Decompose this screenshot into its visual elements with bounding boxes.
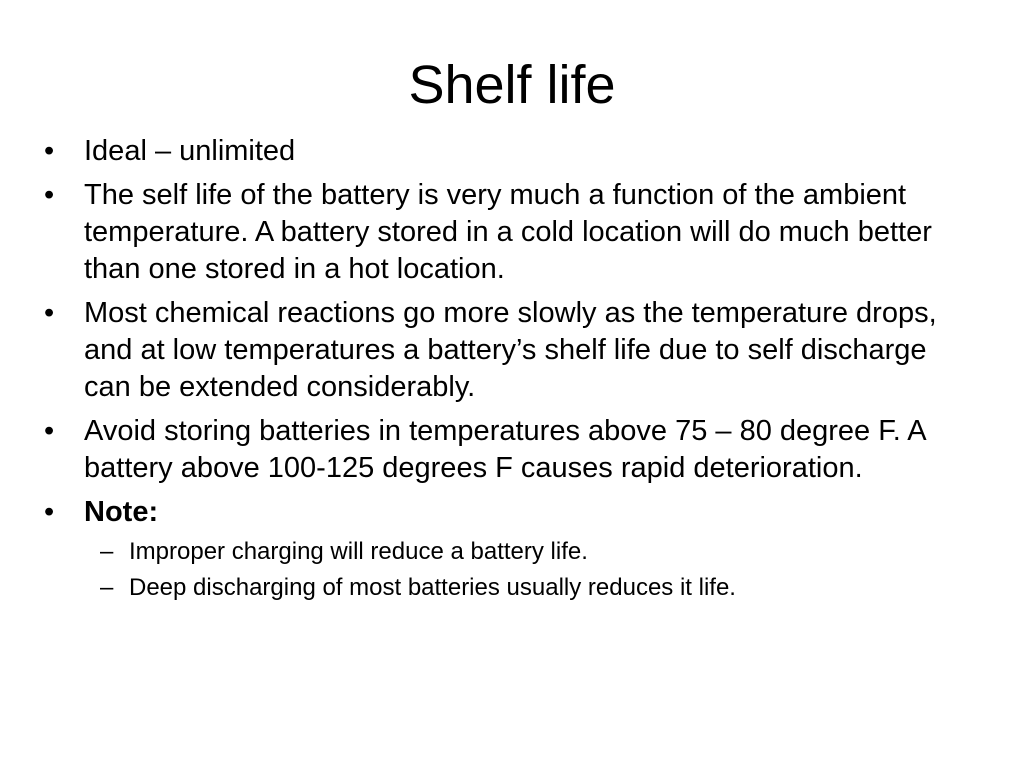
note-heading: Note: (84, 496, 159, 528)
bullet-marker: • (44, 297, 55, 329)
sub-bullet-text: Deep discharging of most batteries usually reduces it life. (129, 574, 736, 601)
sub-bullet-list (84, 537, 944, 603)
bullet-text: The self life of the battery is very much a function of the ambient temperature. A battery stored in a cold location will do much better than one stored in a hot location. (84, 179, 932, 285)
bullet-item (44, 295, 944, 406)
sub-bullet-marker: – (100, 538, 114, 565)
bullet-item (44, 177, 944, 288)
sub-bullet-item (84, 573, 944, 603)
bullet-text: Most chemical reactions go more slowly as the temperature drops, and at low temperatures a battery’s shelf life due to self discharge can be extended considerably. (84, 297, 937, 403)
sub-bullet-item (84, 537, 944, 567)
sub-bullet-marker: – (100, 574, 114, 601)
sub-bullet-text: Improper charging will reduce a battery life. (129, 538, 588, 565)
bullet-list (44, 133, 944, 610)
bullet-text: Ideal – unlimited (84, 135, 296, 167)
slide-title: Shelf life (408, 55, 616, 115)
bullet-item (44, 413, 944, 487)
bullet-marker: • (44, 135, 55, 167)
bullet-item-note (44, 494, 944, 603)
bullet-item (44, 133, 944, 170)
bullet-marker: • (44, 496, 55, 528)
bullet-marker: • (44, 179, 55, 211)
bullet-marker: • (44, 415, 55, 447)
bullet-text: Avoid storing batteries in temperatures above 75 – 80 degree F. A battery above 100-125 degrees F causes rapid deterioration. (84, 415, 925, 484)
